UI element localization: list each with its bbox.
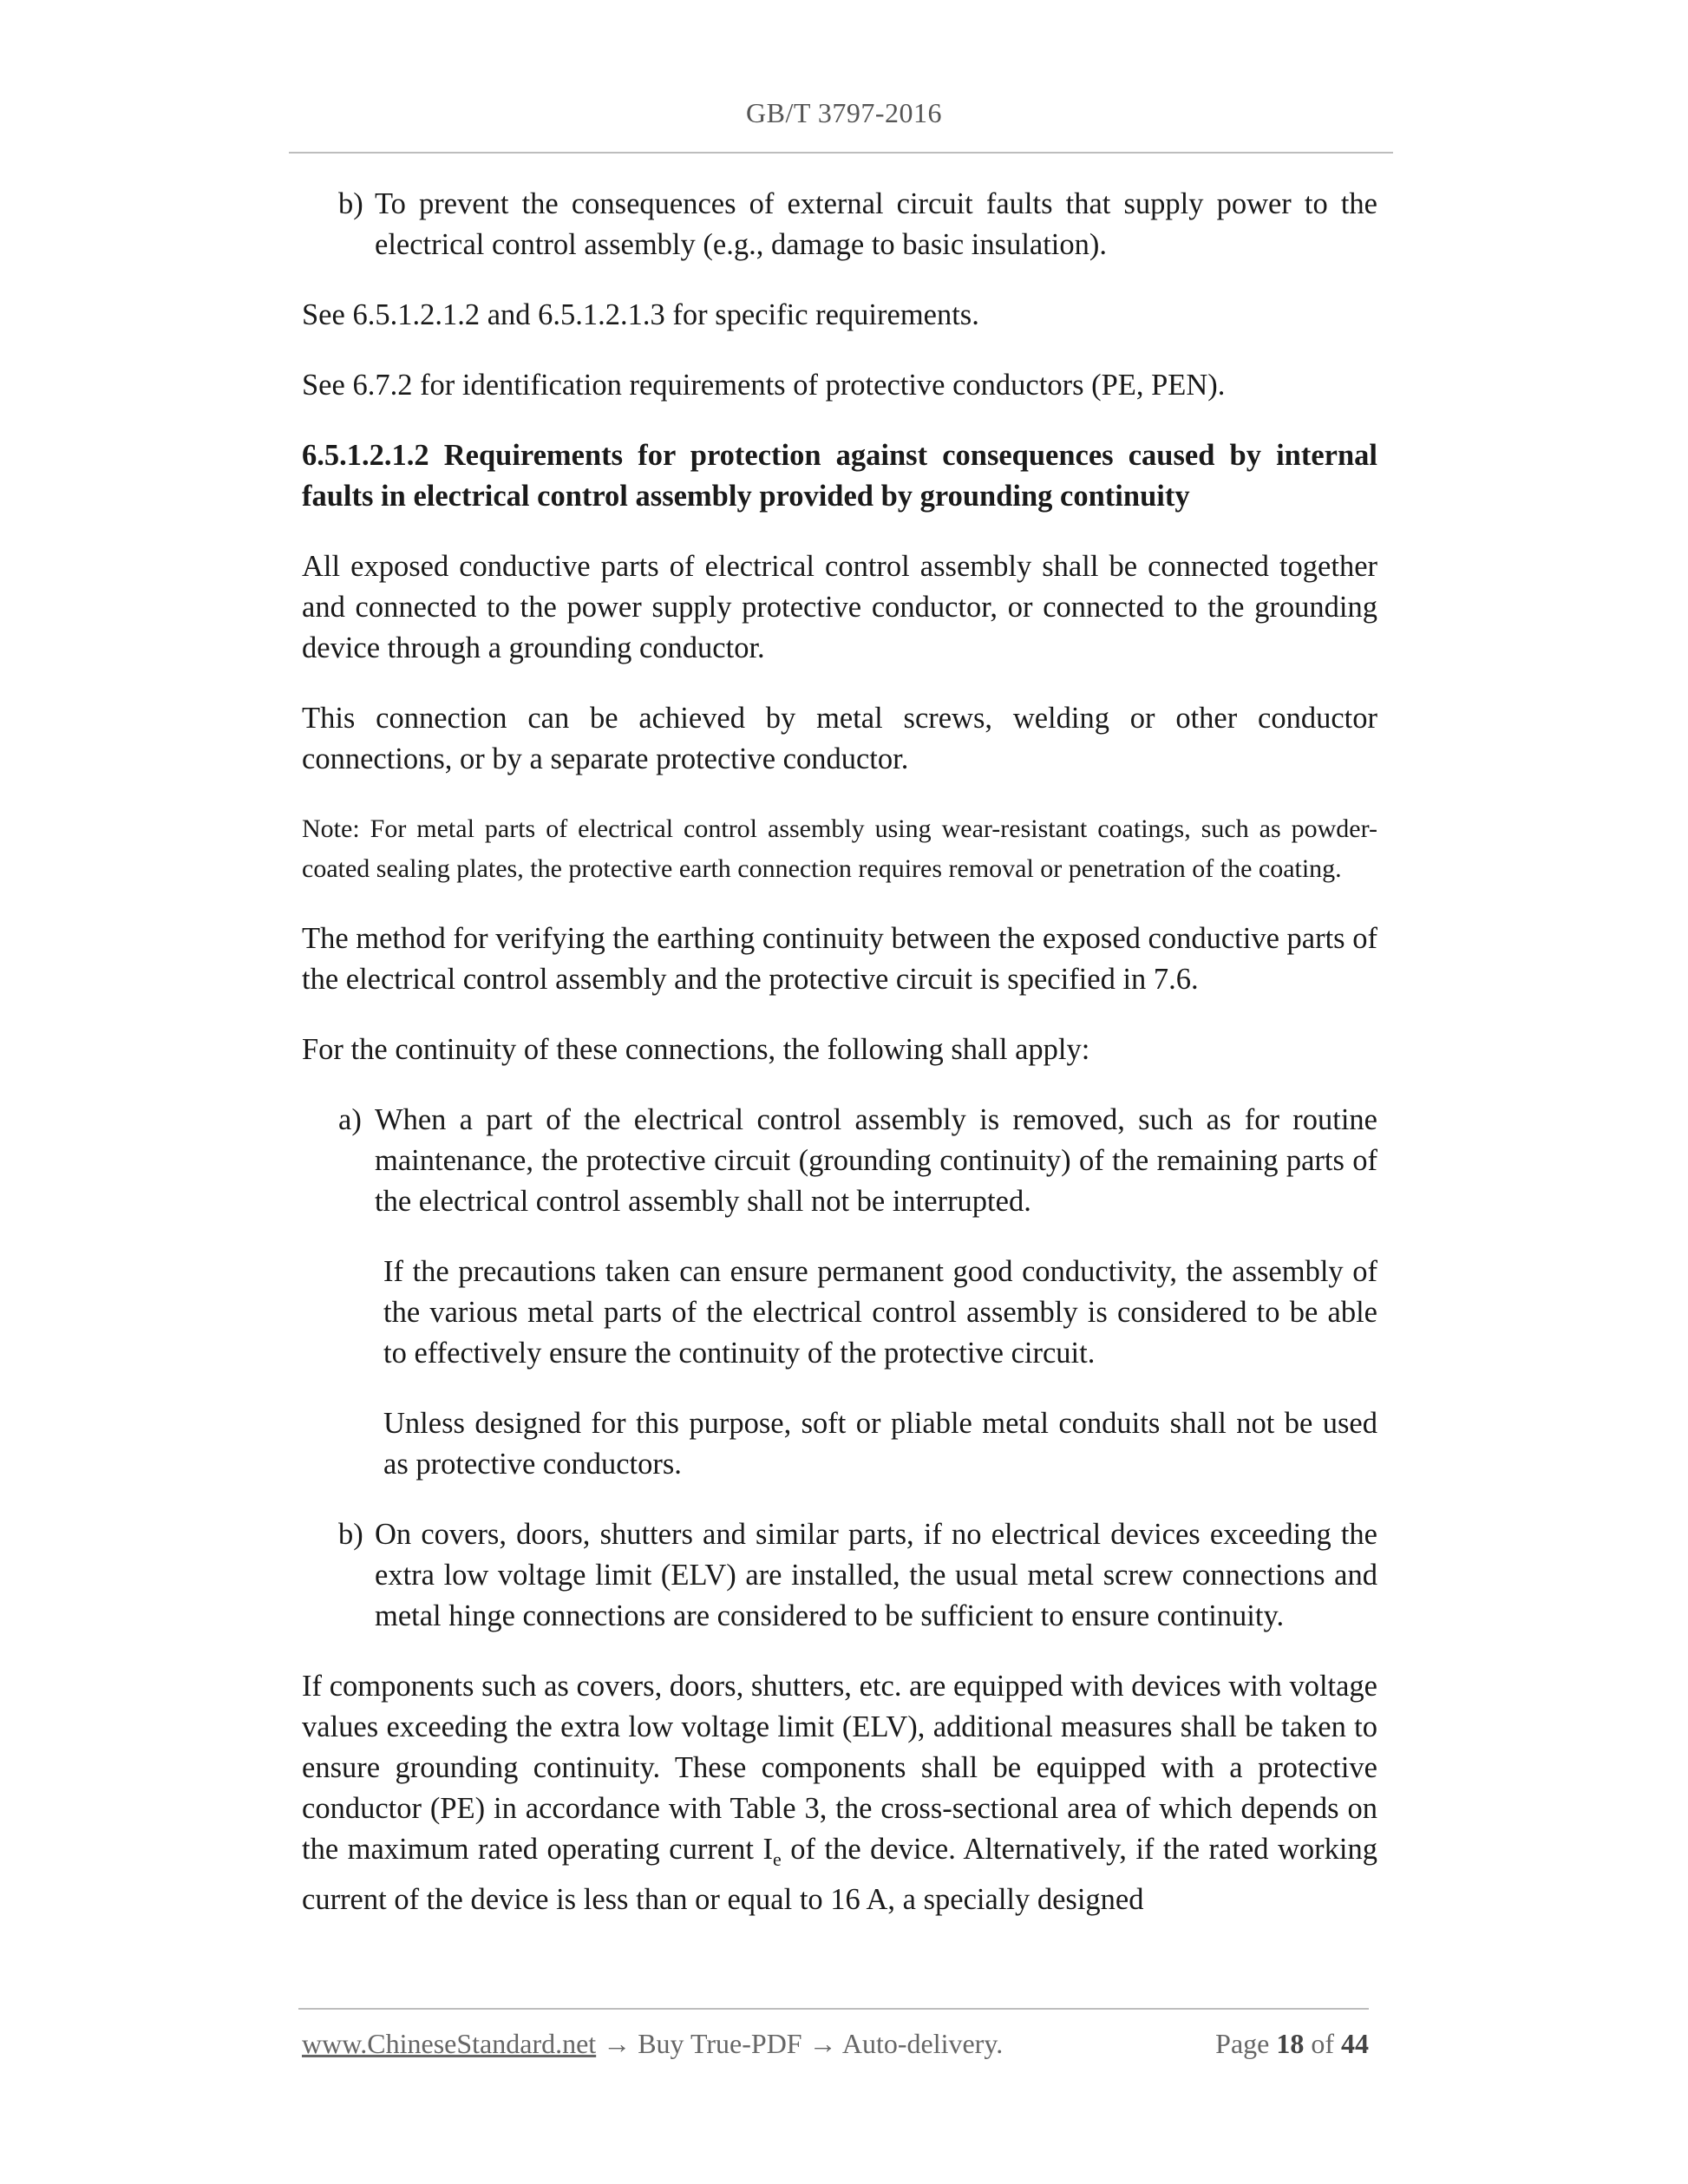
list-item-a-removal: [302, 1100, 1377, 1222]
footer-divider: [298, 2008, 1369, 2010]
total-pages: 44: [1341, 2028, 1369, 2059]
paragraph-see-identification: See 6.7.2 for identification requirements of protective conductors (PE, PEN).: [302, 369, 1226, 402]
page-label: Page: [1215, 2028, 1270, 2059]
list-item-b-covers: [302, 1514, 1377, 1637]
subparagraph-precautions: If the precautions taken can ensure permanent good conductivity, the assembly of the various metal parts of the electrical control assembly is considered to be able to effectively ensure the continuity of the protective circuit.: [383, 1255, 1377, 1370]
list-item-text: To prevent the consequences of external circuit faults that supply power to the electrical control assembly (e.g., damage to basic insulation).: [375, 187, 1377, 261]
auto-delivery-text: Auto-delivery.: [841, 2028, 1004, 2059]
subparagraph-conduits: Unless designed for this purpose, soft or pliable metal conduits shall not be used as protective conductors.: [383, 1407, 1377, 1481]
paragraph-continuity-intro: For the continuity of these connections, the following shall apply:: [302, 1033, 1090, 1066]
paragraph-connection-methods: This connection can be achieved by metal screws, welding or other conductor connections, or by a separate protective conductor.: [302, 702, 1377, 775]
of-label: of: [1311, 2028, 1334, 2059]
buy-pdf-text: Buy True-PDF: [638, 2028, 802, 2059]
page-content: [302, 184, 1377, 1950]
list-marker: a): [338, 1103, 362, 1136]
section-heading: 6.5.1.2.1.2 Requirements for protection against consequences caused by internal faults in electrical control assembly provided by grounding continuity: [302, 439, 1377, 513]
list-item-b-external-faults: [302, 184, 1377, 265]
paragraph-verification-method: The method for verifying the earthing continuity between the exposed conductive parts of the electrical control assembly and the protective circuit is specified in 7.6.: [302, 922, 1377, 996]
arrow-right-icon: →: [603, 2028, 631, 2059]
current-subscript: e: [773, 1847, 782, 1870]
paragraph-components-elv: [302, 1666, 1377, 1920]
current-page: 18: [1276, 2028, 1305, 2059]
paragraph-components-part1: If components such as covers, doors, shutters, etc. are equipped with devices with voltage values exceeding the extra low voltage limit (ELV), additional measures shall be taken to ensure grounding continuity. These components shall be equipped with a protective conductor (PE) in accordance with Table 3, the cross-sectional area of which depends on the maximum rated operating current I: [302, 1670, 1377, 1866]
note-coating: Note: For metal parts of electrical control assembly using wear-resistant coatings, such as powder-coated sealing plates, the protective earth connection requires removal or penetration of the coating.: [302, 814, 1377, 883]
list-marker: b): [338, 187, 363, 220]
arrow-right-icon: →: [808, 2028, 837, 2059]
standard-code: GB/T 3797-2016: [746, 97, 942, 128]
website-link[interactable]: www.ChineseStandard.net: [302, 2028, 597, 2059]
page-number: [1215, 2028, 1369, 2060]
header-divider: [289, 152, 1393, 154]
paragraph-see-requirements: See 6.5.1.2.1.2 and 6.5.1.2.1.3 for specific requirements.: [302, 298, 979, 331]
list-marker: b): [338, 1518, 363, 1551]
page-footer: [302, 2028, 1369, 2060]
document-header: [0, 97, 1688, 129]
paragraph-exposed-parts: All exposed conductive parts of electrical control assembly shall be connected together and connected to the power supply protective conductor, or connected to the grounding device through a grounding conductor.: [302, 550, 1377, 664]
list-item-text: When a part of the electrical control assembly is removed, such as for routine maintenance, the protective circuit (grounding continuity) of the remaining parts of the electrical control assembly shall not be interrupted.: [375, 1103, 1377, 1218]
list-item-text: On covers, doors, shutters and similar parts, if no electrical devices exceeding the extra low voltage limit (ELV) are installed, the usual metal screw connections and metal hinge connections are considered to be sufficient to ensure continuity.: [375, 1518, 1377, 1632]
paragraph-components-part2: of the device. Alternatively, if the rated working current of the device is less than or equal to 16 A, a specially designed: [302, 1833, 1377, 1916]
footer-promo: [302, 2028, 1003, 2060]
